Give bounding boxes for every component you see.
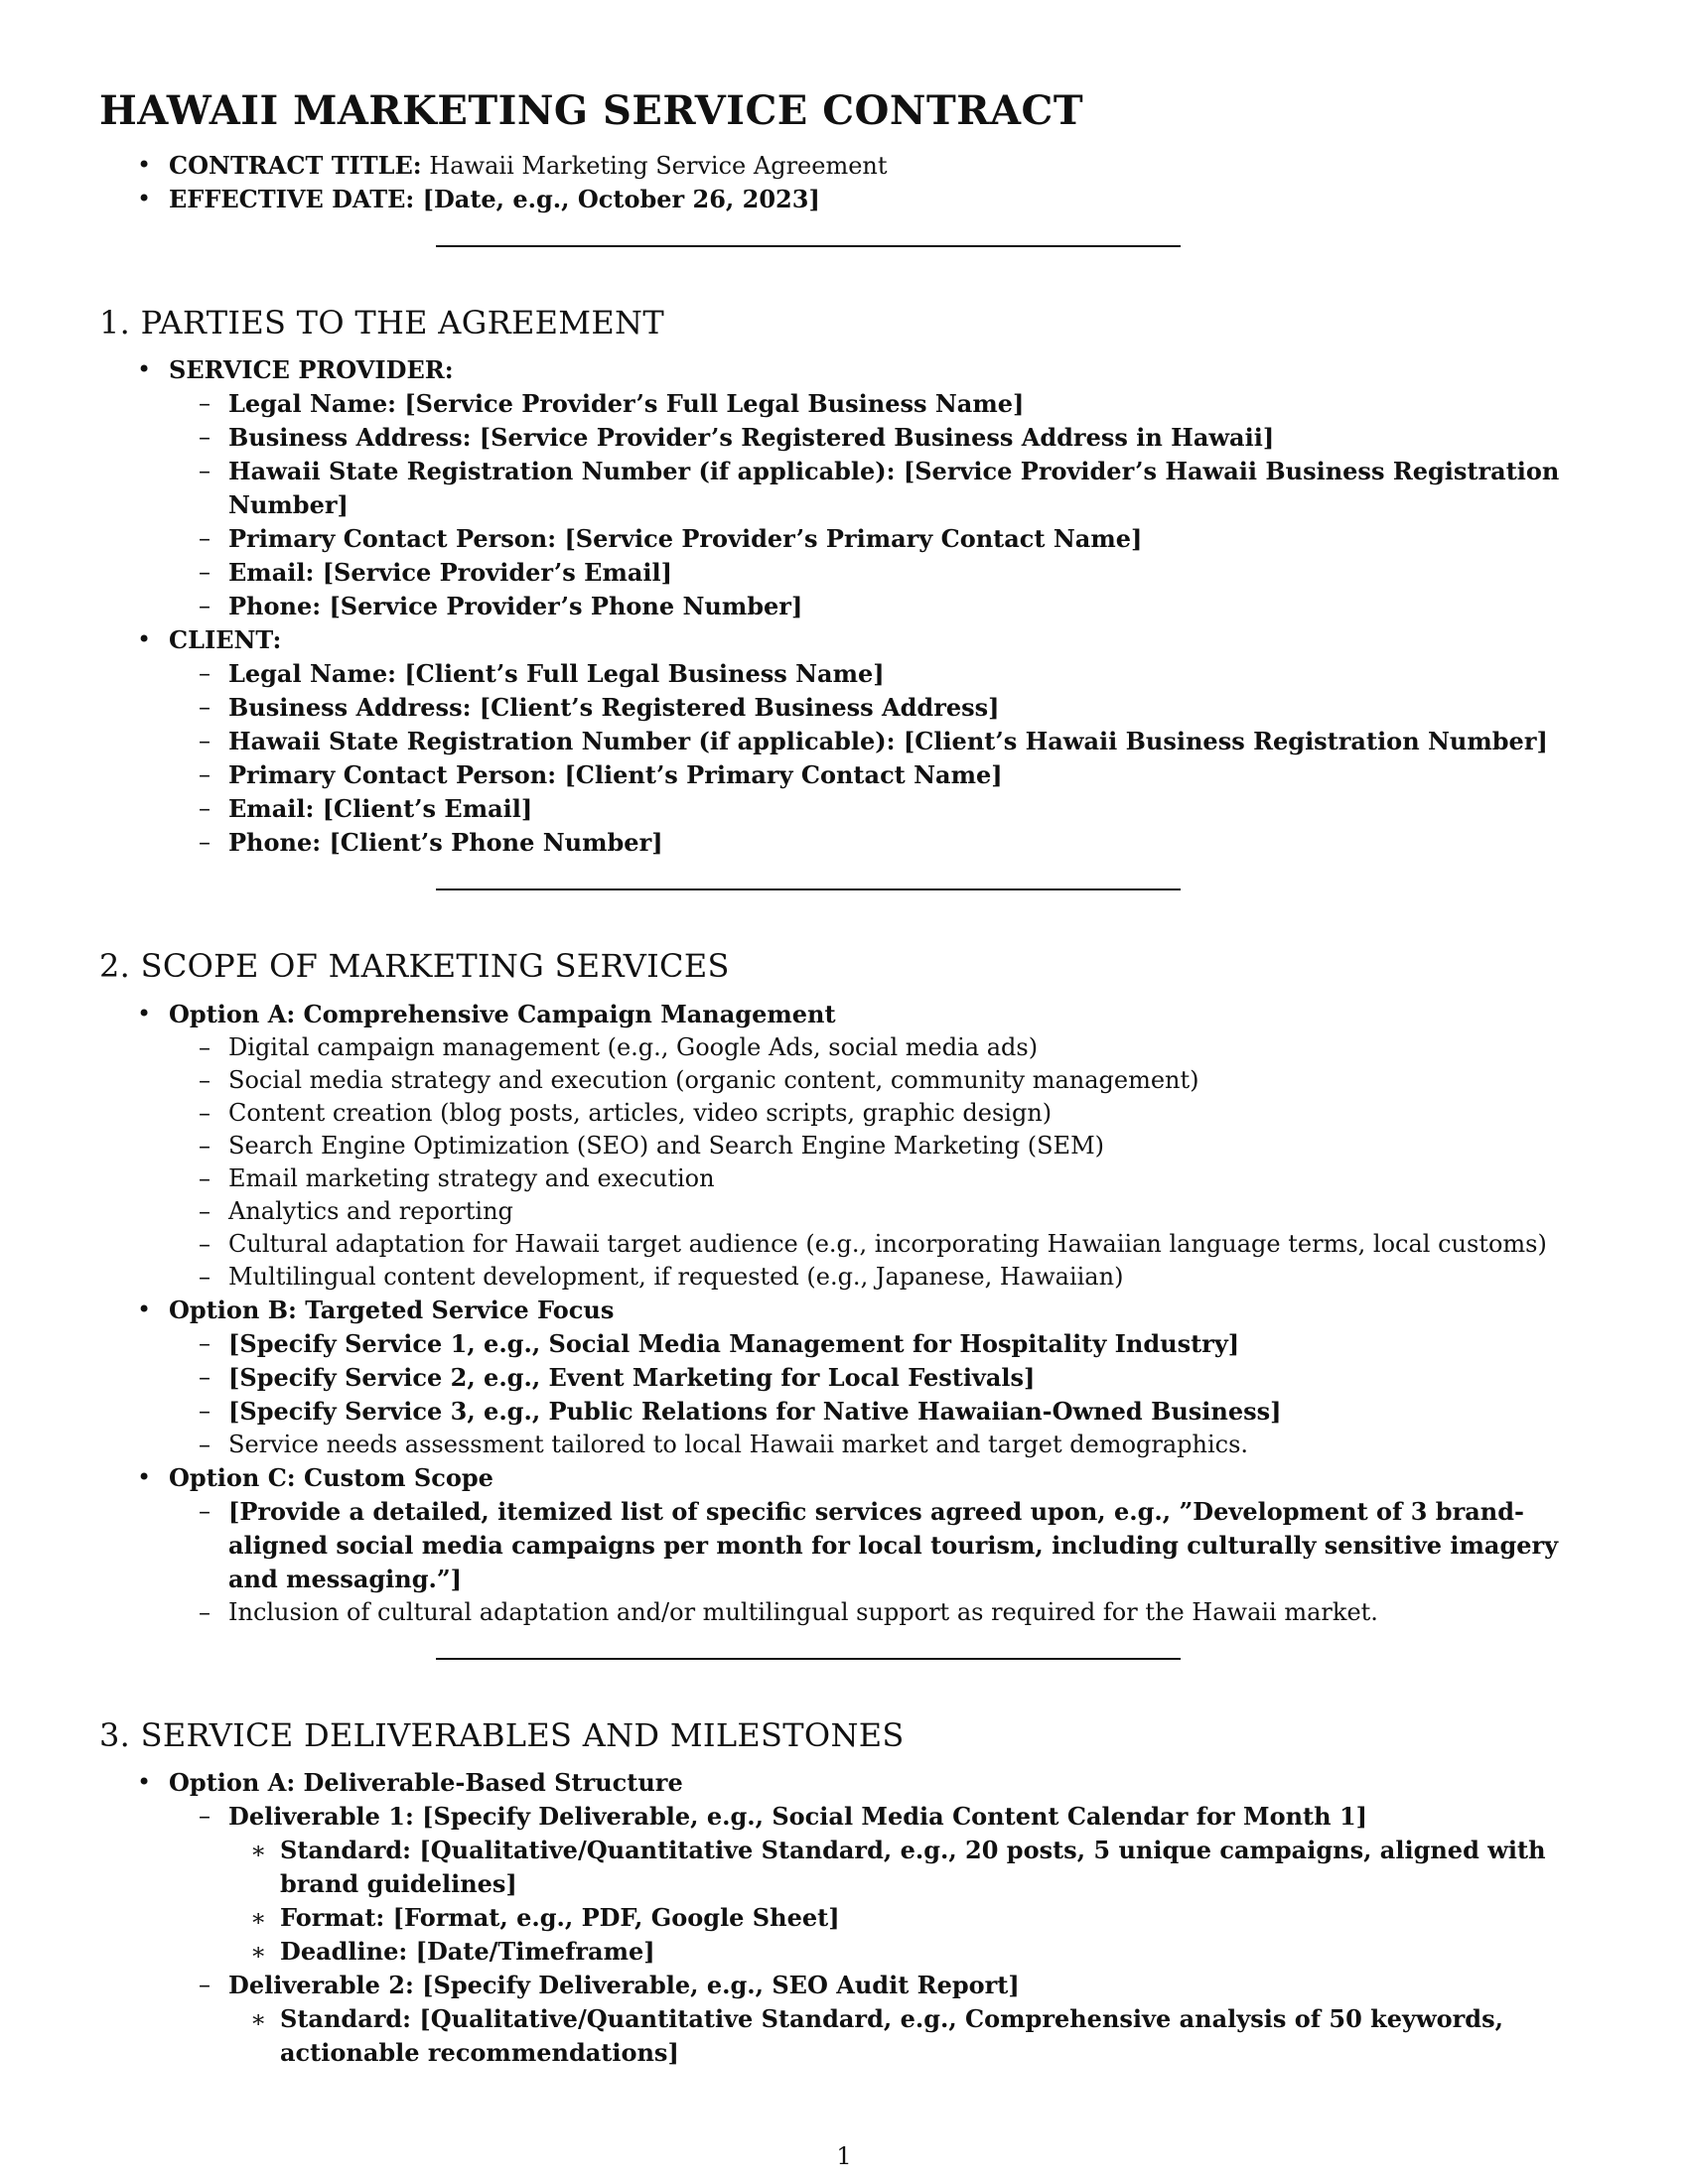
- list-item: – Phone: [Client’s Phone Number]: [99, 826, 1589, 860]
- horizontal-rule: [436, 1658, 1181, 1660]
- horizontal-rule: [436, 888, 1181, 890]
- list-item: – [Specify Service 2, e.g., Event Marketing for Local Festivals]: [99, 1361, 1589, 1395]
- contract-page: [99, 87, 1589, 2070]
- section-heading: 3. SERVICE DELIVERABLES AND MILESTONES: [99, 1715, 905, 1754]
- list-item: – Legal Name: [Client’s Full Legal Business Name]: [99, 657, 1589, 691]
- list-item: ∗ Standard: [Qualitative/Quantitative Standard, e.g., Comprehensive analysis of 50 keywords, actionable recommendations]: [99, 2002, 1589, 2070]
- list-item: – [Provide a detailed, itemized list of specific services agreed upon, e.g., ”Development of 3 brand-aligned social media campaigns per month for local tourism, including culturally sensitive imagery and messaging.”]: [99, 1495, 1589, 1596]
- list-item: ∗ Deadline: [Date/Timeframe]: [99, 1935, 1589, 1969]
- list-item: – Hawaii State Registration Number (if applicable): [Service Provider’s Hawaii Business Registration Number]: [99, 455, 1589, 522]
- list-item: – Email: [Client’s Email]: [99, 792, 1589, 826]
- effective-date-item: • EFFECTIVE DATE: [Date, e.g., October 26, 2023]: [99, 183, 1589, 216]
- horizontal-rule: [436, 245, 1181, 247]
- list-item: – Content creation (blog posts, articles, video scripts, graphic design): [99, 1097, 1589, 1130]
- parties-list: [99, 353, 1589, 860]
- list-item: ∗ Format: [Format, e.g., PDF, Google Sheet]: [99, 1901, 1589, 1935]
- list-item: – Deliverable 1: [Specify Deliverable, e.g., Social Media Content Calendar for Month 1]: [99, 1800, 1589, 1834]
- list-item: – Email: [Service Provider’s Email]: [99, 556, 1589, 590]
- scope-list: [99, 998, 1589, 1629]
- list-item: – Cultural adaptation for Hawaii target audience (e.g., incorporating Hawaiian language terms, local customs): [99, 1228, 1589, 1261]
- list-item: – Hawaii State Registration Number (if applicable): [Client’s Hawaii Business Registration Number]: [99, 725, 1589, 758]
- list-item: • CLIENT:: [99, 623, 1589, 657]
- page-number: 1: [836, 2142, 852, 2170]
- list-item: – [Specify Service 3, e.g., Public Relations for Native Hawaiian-Owned Business]: [99, 1395, 1589, 1429]
- list-item: • Option C: Custom Scope: [99, 1461, 1589, 1495]
- list-item: – Digital campaign management (e.g., Google Ads, social media ads): [99, 1031, 1589, 1064]
- list-item: – Multilingual content development, if requested (e.g., Japanese, Hawaiian): [99, 1261, 1589, 1294]
- header-list: [99, 149, 1589, 216]
- list-item: – Service needs assessment tailored to local Hawaii market and target demographics.: [99, 1429, 1589, 1461]
- list-item: – Email marketing strategy and execution: [99, 1162, 1589, 1195]
- list-item: – Primary Contact Person: [Client’s Primary Contact Name]: [99, 758, 1589, 792]
- list-item: – Legal Name: [Service Provider’s Full Legal Business Name]: [99, 387, 1589, 421]
- list-item: – Phone: [Service Provider’s Phone Number]: [99, 590, 1589, 623]
- list-item: – Analytics and reporting: [99, 1195, 1589, 1228]
- list-item: – Business Address: [Client’s Registered Business Address]: [99, 691, 1589, 725]
- list-item: – Business Address: [Service Provider’s Registered Business Address in Hawaii]: [99, 421, 1589, 455]
- list-item: – Inclusion of cultural adaptation and/or multilingual support as required for the Hawaii market.: [99, 1596, 1589, 1629]
- list-item: • Option A: Deliverable-Based Structure: [99, 1766, 1589, 1800]
- document-title: HAWAII MARKETING SERVICE CONTRACT: [99, 87, 1084, 134]
- list-item: – Social media strategy and execution (organic content, community management): [99, 1064, 1589, 1097]
- section-heading: 2. SCOPE OF MARKETING SERVICES: [99, 947, 730, 986]
- list-item: • SERVICE PROVIDER:: [99, 353, 1589, 387]
- contract-title-item: • CONTRACT TITLE: Hawaii Marketing Service Agreement: [99, 149, 1589, 183]
- section-heading: 1. PARTIES TO THE AGREEMENT: [99, 304, 664, 341]
- list-item: ∗ Standard: [Qualitative/Quantitative Standard, e.g., 20 posts, 5 unique campaigns, aligned with brand guidelines]: [99, 1834, 1589, 1901]
- list-item: – Deliverable 2: [Specify Deliverable, e.g., SEO Audit Report]: [99, 1969, 1589, 2002]
- deliverables-list: [99, 1766, 1589, 2070]
- list-item: • Option B: Targeted Service Focus: [99, 1294, 1589, 1327]
- list-item: • Option A: Comprehensive Campaign Management: [99, 998, 1589, 1031]
- list-item: – Search Engine Optimization (SEO) and Search Engine Marketing (SEM): [99, 1130, 1589, 1162]
- list-item: – [Specify Service 1, e.g., Social Media Management for Hospitality Industry]: [99, 1327, 1589, 1361]
- list-item: – Primary Contact Person: [Service Provider’s Primary Contact Name]: [99, 522, 1589, 556]
